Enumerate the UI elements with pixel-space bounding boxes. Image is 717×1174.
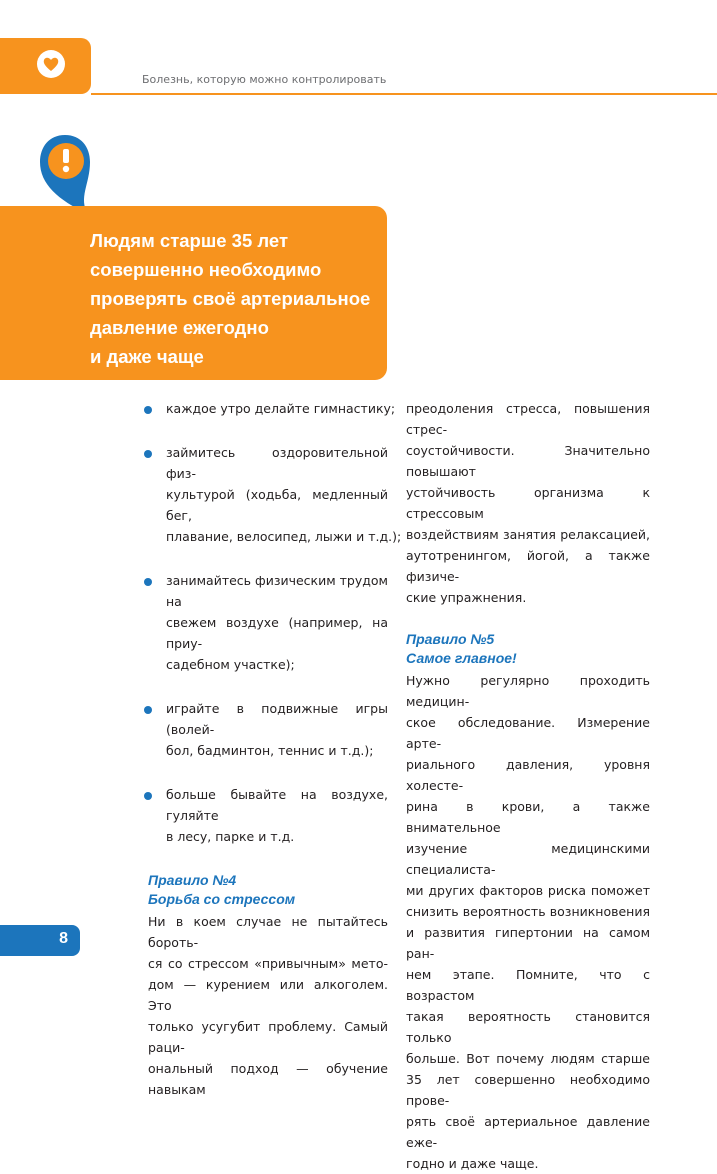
rule4-title: Правило №4 bbox=[148, 872, 237, 888]
callout-line: Людям старше 35 лет bbox=[90, 230, 289, 251]
paragraph-line: такая вероятность становится только bbox=[406, 1009, 650, 1045]
callout-line: совершенно необходимо bbox=[90, 259, 322, 280]
bullet-text: культурой (ходьба, медленный бег, bbox=[166, 487, 388, 523]
paragraph-line: дом — курением или алкоголем. Это bbox=[148, 977, 388, 1013]
paragraph-line: нем этапе. Помните, что с возрастом bbox=[406, 967, 650, 1003]
bullet-dot-icon bbox=[144, 406, 152, 414]
paragraph-line: Ни в коем случае не пытайтесь бороть- bbox=[148, 914, 388, 950]
bullet-text: в лесу, парке и т.д. bbox=[166, 829, 295, 844]
bullet-text: каждое утро делайте гимнастику; bbox=[166, 401, 396, 416]
page-number-tab bbox=[0, 925, 80, 956]
bullet-text: занимайтесь физическим трудом на bbox=[166, 573, 388, 609]
paragraph-line: больше. Вот почему людям старше bbox=[406, 1051, 650, 1066]
bullet-text: больше бывайте на воздухе, гуляйте bbox=[166, 787, 388, 823]
paragraph-line: устойчивость организма к стрессовым bbox=[406, 485, 650, 521]
bullet-dot-icon bbox=[144, 578, 152, 586]
bullet-text: займитесь оздоровительной физ- bbox=[166, 445, 388, 481]
paragraph-line: риального давления, уровня холесте- bbox=[406, 757, 650, 793]
header-divider bbox=[91, 93, 717, 95]
paragraph-line: снизить вероятность возникновения bbox=[406, 904, 650, 919]
paragraph-line: преодоления стресса, повышения стрес- bbox=[406, 401, 650, 437]
paragraph-line: соустойчивости. Значительно повышают bbox=[406, 443, 650, 479]
bullet-text: играйте в подвижные игры (волей- bbox=[166, 701, 388, 737]
right-column bbox=[406, 398, 650, 1174]
bullet-text: плавание, велосипед, лыжи и т.д.); bbox=[166, 529, 402, 544]
callout-line: проверять своё артериальное bbox=[90, 288, 371, 309]
paragraph-line: ские упражнения. bbox=[406, 590, 527, 605]
paragraph-line: ся со стрессом «привычным» мето- bbox=[148, 956, 388, 971]
bullet-dot-icon bbox=[144, 706, 152, 714]
paragraph-line: рина в крови, а также внимательное bbox=[406, 799, 650, 835]
logo-tab bbox=[0, 38, 91, 94]
paragraph-line: и развития гипертонии на самом ран- bbox=[406, 925, 650, 961]
callout-line: давление ежегодно bbox=[90, 317, 269, 338]
paragraph-line: рять своё артериальное давление еже- bbox=[406, 1114, 650, 1150]
bullet-item bbox=[148, 398, 396, 419]
bullet-text: бол, бадминтон, теннис и т.д.); bbox=[166, 743, 374, 758]
rule5-subtitle: Самое главное! bbox=[406, 650, 517, 666]
callout-text bbox=[90, 226, 390, 371]
callout-line: и даже чаще bbox=[90, 346, 204, 367]
paragraph-line: изучение медицинскими специалиста- bbox=[406, 841, 650, 877]
paragraph-line: только усугубит проблему. Самый раци- bbox=[148, 1019, 388, 1055]
paragraph-line: аутотренингом, йогой, а также физиче- bbox=[406, 548, 650, 584]
bullet-text: свежем воздухе (например, на приу- bbox=[166, 615, 388, 651]
paragraph-line: ми других факторов риска поможет bbox=[406, 883, 650, 898]
rule4-subtitle: Борьба со стрессом bbox=[148, 891, 296, 907]
paragraph-line: ское обследование. Измерение арте- bbox=[406, 715, 650, 751]
left-column bbox=[148, 398, 402, 1100]
bullet-item bbox=[148, 570, 388, 675]
running-header: Болезнь, которую можно контролировать bbox=[142, 73, 387, 86]
paragraph-line: воздействиям занятия релаксацией, bbox=[406, 527, 650, 542]
bullet-item bbox=[148, 698, 388, 761]
paragraph-line: Нужно регулярно проходить медицин- bbox=[406, 673, 650, 709]
paragraph-line: ональный подход — обучение навыкам bbox=[148, 1061, 388, 1097]
rule5-title: Правило №5 bbox=[406, 631, 495, 647]
bullet-text: садебном участке); bbox=[166, 657, 295, 672]
bullet-item bbox=[148, 784, 388, 847]
heart-logo-icon bbox=[36, 49, 66, 79]
bullet-dot-icon bbox=[144, 450, 152, 458]
bullet-item bbox=[148, 442, 402, 547]
bullet-dot-icon bbox=[144, 792, 152, 800]
paragraph-line: 35 лет совершенно необходимо прове- bbox=[406, 1072, 650, 1108]
paragraph-line: годно и даже чаще. bbox=[406, 1156, 539, 1171]
page-number: 8 bbox=[59, 930, 68, 947]
